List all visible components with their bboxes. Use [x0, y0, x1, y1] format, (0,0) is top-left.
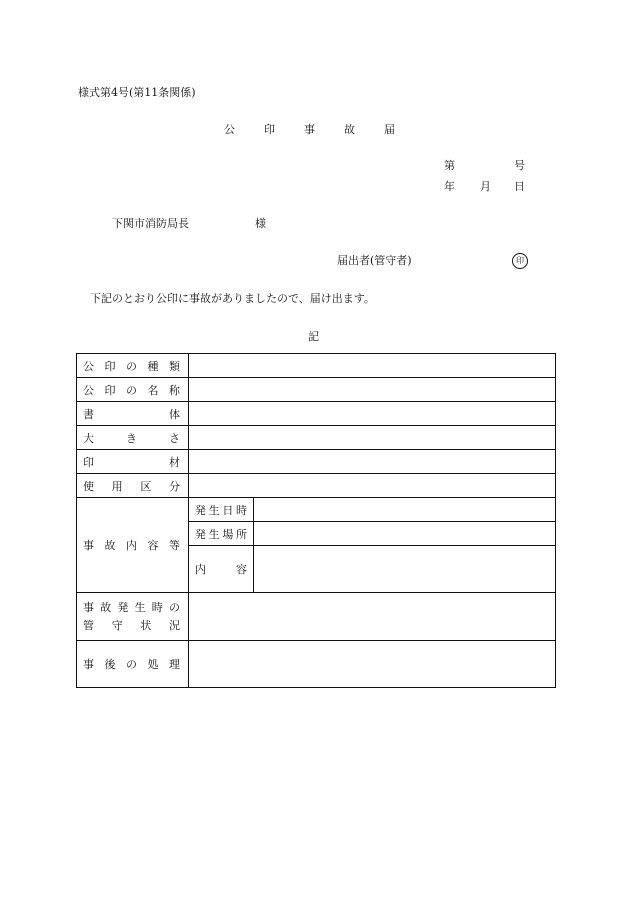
seal-mark: 印 [512, 253, 528, 269]
number-suffix: 号 [514, 159, 525, 172]
value-place[interactable] [254, 522, 556, 546]
label-incident: 事故内容等 [77, 498, 189, 593]
date-month: 月 [480, 180, 491, 193]
value-aftermath[interactable] [189, 641, 556, 688]
value-seal-name[interactable] [189, 378, 556, 402]
date-day: 日 [514, 180, 525, 193]
label-custody [77, 593, 189, 641]
value-material[interactable] [189, 450, 556, 474]
title-char: 故 [344, 123, 355, 136]
form-number: 様式第4号(第11条関係) [78, 86, 196, 99]
incident-table [76, 353, 556, 688]
number-prefix: 第 [444, 159, 455, 172]
title-char: 事 [304, 123, 315, 136]
date-year: 年 [444, 180, 455, 193]
label-custody-line2: 管守状況 [83, 618, 182, 632]
honorific: 様 [255, 217, 266, 230]
label-custody-line1: 事故発生時の [83, 600, 182, 614]
value-custody[interactable] [189, 593, 556, 641]
label-material: 印材 [77, 450, 189, 474]
label-usage: 使用区分 [77, 474, 189, 498]
value-size[interactable] [189, 426, 556, 450]
label-seal-name: 公印の名称 [77, 378, 189, 402]
label-size: 大きさ [77, 426, 189, 450]
label-place: 発生場所 [189, 522, 254, 546]
title-char: 届 [384, 123, 395, 136]
label-seal-kind: 公印の種類 [77, 354, 189, 378]
statement: 下記のとおり公印に事故がありましたので、届け出ます。 [90, 292, 375, 305]
title-char: 印 [264, 123, 275, 136]
value-typeface[interactable] [189, 402, 556, 426]
value-usage[interactable] [189, 474, 556, 498]
value-content[interactable] [254, 546, 556, 593]
ki-heading: 記 [308, 330, 319, 343]
label-content: 内容 [189, 546, 254, 593]
value-datetime[interactable] [254, 498, 556, 522]
value-seal-kind[interactable] [189, 354, 556, 378]
label-datetime: 発生日時 [189, 498, 254, 522]
addressee: 下関市消防局長 [112, 217, 189, 230]
label-typeface: 書体 [77, 402, 189, 426]
submitter-label: 届出者(管守者) [337, 254, 412, 267]
label-aftermath: 事後の処理 [77, 641, 189, 688]
title-char: 公 [224, 123, 235, 136]
document-title [224, 124, 404, 135]
